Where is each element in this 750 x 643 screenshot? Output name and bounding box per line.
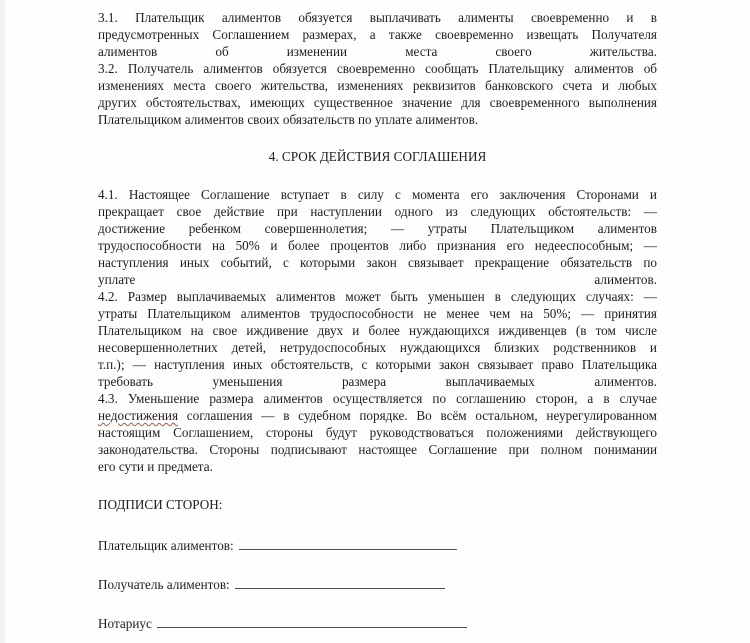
- doc-line: трудоспособности на 50% и более процентов либо признания его недееспособным; —: [98, 238, 657, 253]
- signature-row-recipient: [98, 575, 657, 593]
- doc-line: т.п.); — наступления иных обстоятельств, с которыми закон связывает право Плательщика: [98, 357, 657, 372]
- doc-line: утраты Плательщиком алиментов трудоспособности не менее чем на 50%; — принятия: [98, 306, 657, 321]
- signature-line-payer: [239, 536, 457, 550]
- doc-line: 4.1. Настоящее Соглашение вступает в силу с момента его заключения Сторонами и: [98, 187, 657, 202]
- misspelled-word: недостижения: [98, 408, 179, 423]
- doc-line: требовать уменьшения размера выплачиваемых алиментов.: [98, 374, 657, 389]
- doc-line: наступления иных событий, с которыми закон связывает прекращение обязательств по: [98, 255, 657, 270]
- doc-line: 4.3. Уменьшение размера алиментов осуществляется по соглашению сторон, а в случае: [98, 391, 657, 406]
- page-edge-shadow: [0, 0, 6, 643]
- doc-line: несовершеннолетних детей, нетрудоспособных нуждающихся близких родственников и: [98, 340, 657, 355]
- doc-line: законодательства. Стороны подписывают настоящее Соглашение при полном понимании: [98, 442, 657, 457]
- signature-label-recipient: Получатель алиментов:: [98, 577, 230, 592]
- doc-line: прекращает свое действие при наступлении одного из следующих обстоятельств: —: [98, 204, 657, 219]
- doc-line: 4.2. Размер выплачиваемых алиментов может быть уменьшен в следующих случаях: —: [98, 289, 657, 304]
- doc-line: предусмотренных Соглашением размерах, а также своевременно извещать Получателя: [98, 27, 657, 42]
- clause-4-block: [98, 186, 657, 475]
- section-heading: 4. СРОК ДЕЙСТВИЯ СОГЛАШЕНИЯ: [268, 149, 487, 164]
- doc-line: достижение ребенком совершеннолетия; — утраты Плательщиком алиментов: [98, 221, 657, 236]
- doc-line: алиментов об изменении места своего жительства.: [98, 44, 657, 59]
- signature-label-notary: Нотариус: [98, 616, 152, 631]
- doc-line: настоящим Соглашением, стороны будут руководствоваться положениями действующего: [98, 425, 657, 440]
- doc-line: 3.1. Плательщик алиментов обязуется выплачивать алименты своевременно и в: [98, 10, 657, 25]
- doc-line: Плательщиком на свое иждивение двух и более нуждающихся иждивенцев (в том числе: [98, 323, 657, 338]
- signatures-title: ПОДПИСИ СТОРОН:: [98, 497, 223, 512]
- doc-line-text: соглашения — в судебном порядке. Во всём остальном, неурегулированном: [178, 408, 657, 423]
- doc-line: изменениях места своего жительства, изменениях реквизитов банковского счета и любых: [98, 78, 657, 93]
- signature-row-notary: [98, 614, 657, 632]
- clause-3-block: [98, 9, 657, 128]
- doc-line: 3.2. Получатель алиментов обязуется своевременно сообщать Плательщику алиментов об: [98, 61, 657, 76]
- doc-line: других обстоятельствах, имеющих существенное значение для своевременного выполнения: [98, 95, 657, 110]
- doc-line: уплате алиментов.: [98, 272, 657, 287]
- signature-label-payer: Плательщик алиментов:: [98, 538, 234, 553]
- doc-line: Плательщиком алиментов своих обязательств по уплате алиментов.: [98, 112, 479, 127]
- doc-line: [98, 407, 657, 424]
- doc-line: его сути и предмета.: [98, 459, 213, 474]
- signature-line-notary: [157, 614, 467, 628]
- document-body: [98, 9, 657, 632]
- signature-row-payer: [98, 536, 657, 554]
- signature-line-recipient: [235, 575, 445, 589]
